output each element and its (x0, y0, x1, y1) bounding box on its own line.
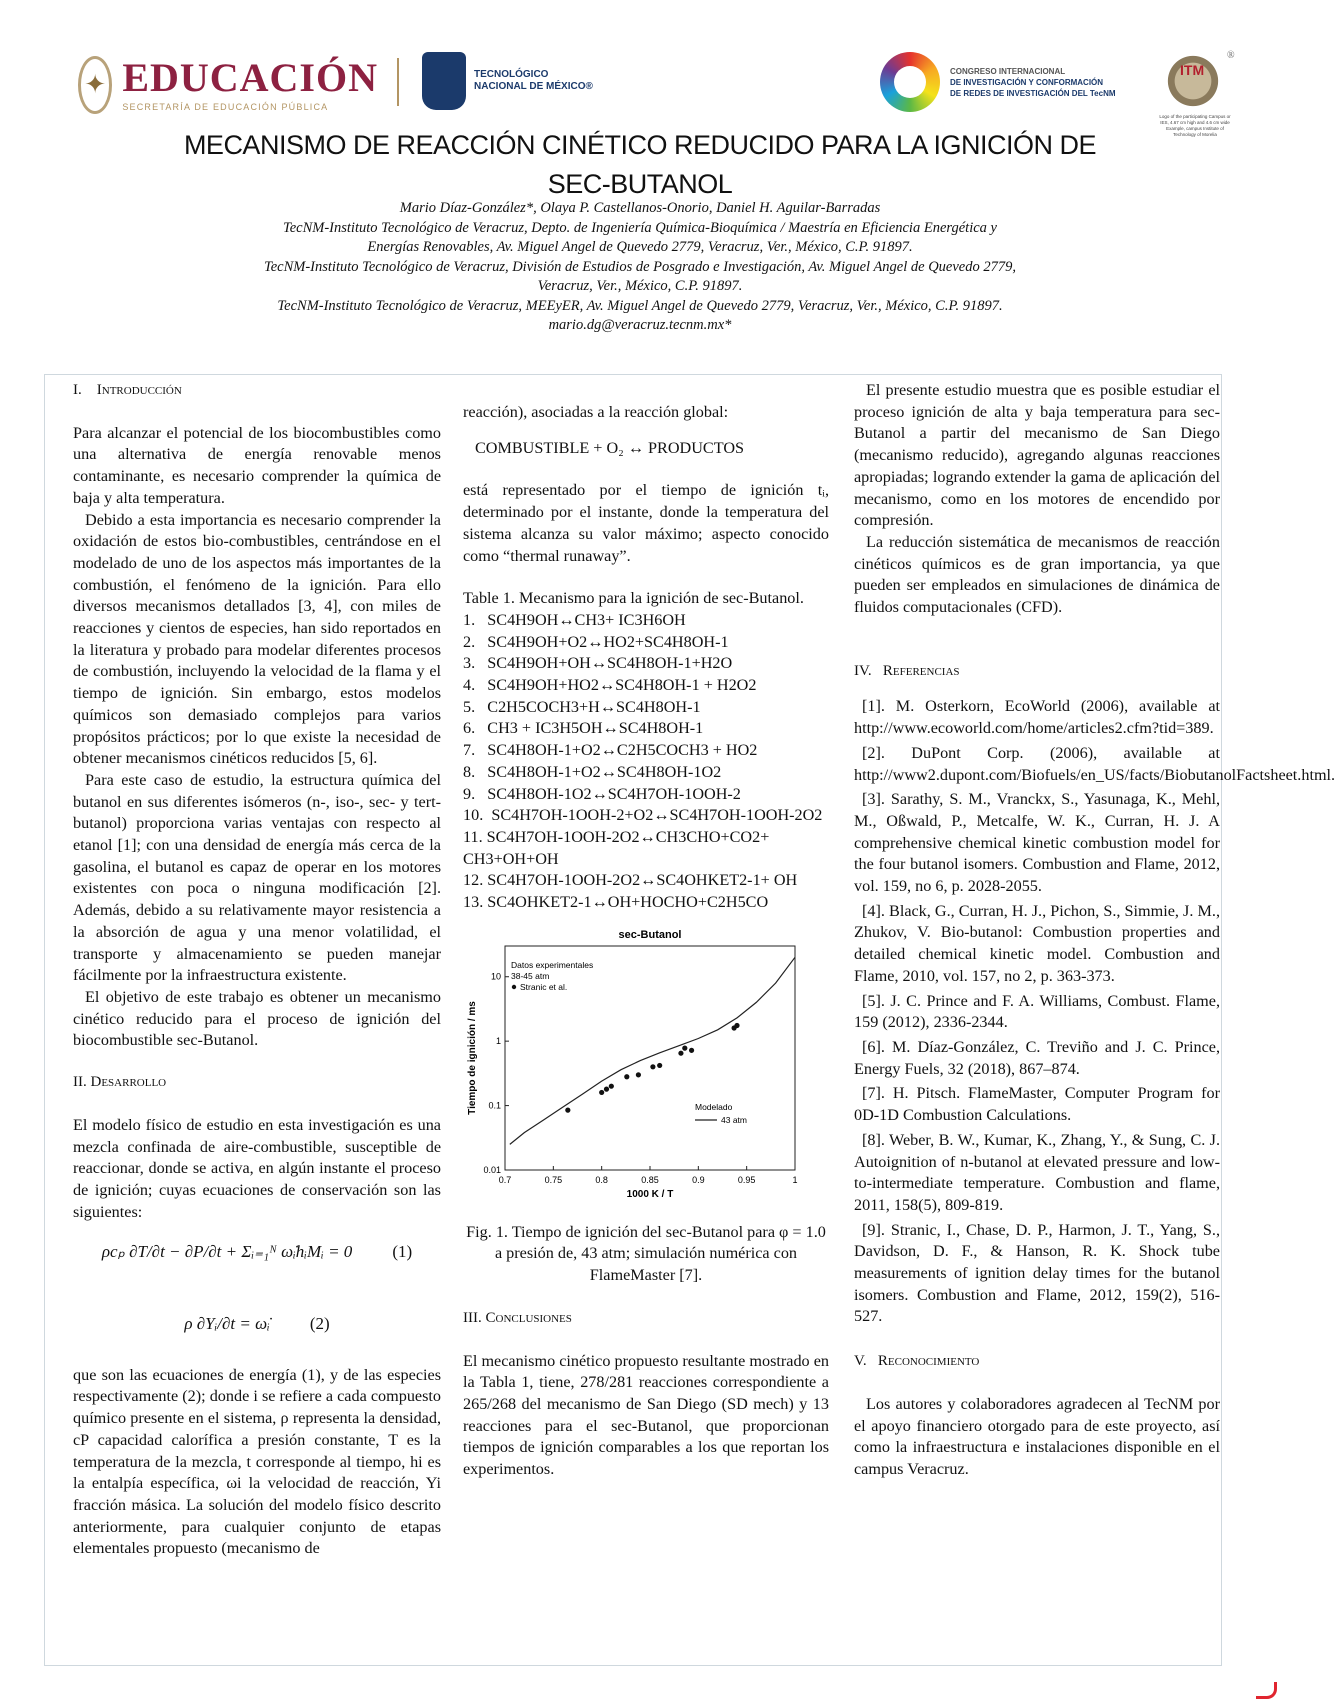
paragraph: Debido a esta importancia es necesario comprender la oxidación de estos bio-combustibles, centrándose en el modelado de uno de los aspectos más importantes de la combustión, el fenómeno de la ignición. Para ello diversos mecanismos detallados [3, 4], con miles de reacciones y cientos de especies, han sido reportados en la literatura y probado para modelar diferentes procesos de combustión, incluyendo la velocidad de la flama y el tiempo de ignición. Sin embargo, estos modelos químicos son demasiado complejos para varios propósitos prácticos; por lo que existe la necesidad de obtener mecanismos cinéticos reducidos [5, 6]. (73, 510, 441, 768)
table-caption: Table 1. Mecanismo para la ignición de sec-Butanol. (463, 589, 804, 608)
data-point (565, 1107, 570, 1112)
data-point (624, 1074, 629, 1079)
affiliation-line: TecNM-Instituto Tecnológico de Veracruz, División de Estudios de Posgrado e Investigación, Av. Miguel Angel de Quevedo 2779, (263, 258, 1016, 275)
data-point (678, 1050, 683, 1055)
y-tick-label: 1 (495, 1035, 501, 1046)
tecnm-logo-line2: NACIONAL DE MÉXICO® (474, 81, 593, 92)
legend-model-series: 43 atm (721, 1114, 747, 1125)
registered-mark: ® (1227, 50, 1235, 61)
x-axis-label: 1000 K / T (626, 1188, 674, 1200)
y-axis-label: Tiempo de ignición / ms (467, 1000, 478, 1115)
data-point (609, 1083, 614, 1088)
paragraph: reacción), asociadas a la reacción global: (463, 403, 729, 421)
x-tick-label: 0.9 (692, 1174, 705, 1185)
reference-item: [7]. H. Pitsch. FlameMaster, Computer Program for 0D-1D Combustion Calculations. (854, 1084, 1220, 1125)
reaction-item: 8. SC4H8OH-1+O2↔SC4H8OH-1O2 (463, 762, 722, 781)
edu-logo-text: EDUCACIÓN (122, 55, 378, 100)
chart-svg (463, 924, 829, 1214)
legend-range: 38-45 atm (511, 970, 550, 981)
legend-marker (512, 985, 516, 989)
data-point (599, 1090, 604, 1095)
poster-title (140, 126, 1140, 204)
data-point (604, 1086, 609, 1091)
data-point (734, 1023, 739, 1028)
mexico-seal-icon: ✦ (78, 56, 112, 114)
column-2 (463, 402, 829, 1481)
paragraph: Para este caso de estudio, la estructura química del butanol en sus diferentes isómeros (n-, iso-, sec- y tert-butanol) proporciona varias ventajas con respecto al etanol [1]; con una densidad de energía más cerca de la gasolina, el butanol es capaz de operar en los motores existentes con poca o ninguna modificación [2]. Además, debido a su relativamente mayor resistencia a la absorción de agua y una menor volatilidad, el transporte y almacenamiento se pueden manejar fácilmente por la infraestructura existente. (73, 770, 441, 985)
section-heading-reconocimiento: V. Reconocimiento (854, 1353, 980, 1370)
reference-item: [6]. M. Díaz-González, C. Treviño and J. C. Prince, Energy Fuels, 32 (2018), 867–874. (854, 1037, 1220, 1078)
title-line2: SEC-BUTANOL (547, 169, 733, 199)
paragraph: Para alcanzar el potencial de los biocombustibles como una alternativa de energía renovable menos contaminante, es necesario comprender la química de baja y alta temperatura. (73, 423, 441, 507)
sep-logo (78, 50, 378, 120)
figure-caption: Fig. 1. Tiempo de ignición del sec-Butanol para φ = 1.0 a presión de, 43 atm; simulación numérica con FlameMaster [7]. (466, 1222, 826, 1285)
section-heading-intro: I. Introducción (73, 382, 182, 398)
reference-item: [3]. Sarathy, S. M., Vranckx, S., Yasunaga, K., Mehl, M., Oßwald, P., Metcalfe, W. K., Curran, H. J. A comprehensive chemical kinetic combustion model for the four butanol isomers. Combustion and Flame, 2012, vol. 159, no 6, p. 2028-2055. (854, 790, 1220, 896)
affiliation-line: TecNM-Instituto Tecnológico de Veracruz, MEEyER, Av. Miguel Angel de Quevedo 2779, Veracruz, Ver., México, C.P. 91897. (277, 297, 1003, 314)
affiliation-line: Veracruz, Ver., México, C.P. 91897. (537, 278, 743, 294)
global-reaction: COMBUSTIBLE + O₂ ↔ PRODUCTOS (475, 438, 745, 457)
section-heading-referencias: IV. Referencias (854, 662, 960, 679)
reaction-item: 11. SC4H7OH-1OOH-2O2↔CH3CHO+CO2+ CH3+OH+OH (463, 827, 770, 868)
congress-ring-icon (880, 52, 940, 112)
paragraph: que son las ecuaciones de energía (1), y de las especies respectivamente (2); donde i se refiere a cada compuesto químico presente en el sistema, ρ representa la densidad, cP capacidad calorífica a presión constante, T es la temperatura de la mezcla, t corresponde al tiempo, hi es la entalpía específica, ωi la velocidad de reacción, Yi fracción másica. La solución del modelo físico descrito anteriormente, para cualquier conjunto de etapas elementales propuesto (mecanismo de (73, 1365, 441, 1558)
legend-model-title: Modelado (695, 1101, 733, 1112)
equation-1: ρcₚ ∂T/∂t − ∂P/∂t + Σᵢ₌₁ᴺ ω̇ᵢhᵢMᵢ = 0 (1) (101, 1242, 413, 1262)
x-tick-label: 0.85 (641, 1174, 659, 1185)
legend-title: Datos experimentales (511, 959, 594, 970)
reaction-item: 1. SC4H9OH↔CH3+ IC3H6OH (463, 610, 686, 629)
author-block (180, 199, 1100, 336)
reference-item: [1]. M. Osterkorn, EcoWorld (2006), available at http://www.ecoworld.com/home/articles2.cfm?tid=389. (854, 697, 1220, 738)
itm-logo (1155, 50, 1235, 138)
equation-2: ρ ∂Yᵢ/∂t = ω̇ᵢ (2) (184, 1314, 330, 1334)
y-tick-label: 0.1 (488, 1100, 501, 1111)
x-tick-label: 0.75 (544, 1174, 563, 1185)
congress-line3: DE REDES DE INVESTIGACIÓN DEL TecNM (950, 88, 1116, 98)
paragraph: La reducción sistemática de mecanismos de reacción cinéticos químicos es de gran importancia, ya que pueden ser empleados en simulaciones de dinámica de fluidos computacionales (CFD). (854, 532, 1220, 617)
paragraph: El presente estudio muestra que es posible estudiar el proceso ignición de alta y baja temperatura para sec-Butanol a partir del mecanismo de San Diego (mecanismo reducido), agregando algunas reacciones apropiadas; logrando extender la gama de aplicación del mecanismo, como en los motores de encendido por compresión. (854, 381, 1220, 530)
affiliation-line: Energías Renovables, Av. Miguel Angel de Quevedo 2779, Veracruz, Ver., México, C.P. 91897. (367, 239, 913, 255)
reaction-item: 7. SC4H8OH-1+O2↔C2H5COCH3 + HO2 (463, 741, 758, 760)
y-tick-label: 0.01 (483, 1164, 501, 1175)
x-tick-label: 0.7 (498, 1174, 512, 1185)
tecnm-logo (422, 52, 593, 110)
reference-item: [5]. J. C. Prince and F. A. Williams, Combust. Flame, 159 (2012), 2336-2344. (854, 991, 1220, 1032)
reaction-item: 3. SC4H9OH+OH↔SC4H8OH-1+H2O (463, 654, 733, 673)
data-point (636, 1072, 641, 1077)
reference-item: [9]. Stranic, I., Chase, D. P., Harmon, J. T., Yang, S., Davidson, D. F., & Hanson, R. K. Shock tube measurements of ignition delay times for the butanol isomers. Combustion and Flame, 2012, 159(2), 516-527. (854, 1220, 1220, 1326)
title-line1: MECANISMO DE REACCIÓN CINÉTICO REDUCIDO PARA LA IGNICIÓN DE (183, 130, 1097, 160)
x-tick-label: 0.8 (595, 1174, 608, 1185)
data-point (689, 1048, 694, 1053)
reaction-item: 13. SC4OHKET2-1↔OH+HOCHO+C2H5CO (463, 893, 769, 912)
reaction-item: 2. SC4H9OH+O2↔HO2+SC4H8OH-1 (463, 632, 729, 651)
reaction-item: 10. SC4H7OH-1OOH-2+O2↔SC4H7OH-1OOH-2O2 (463, 806, 823, 825)
data-point (657, 1063, 662, 1068)
x-tick-label: 1 (792, 1174, 798, 1185)
reaction-item: 6. CH3 + IC3H5OH↔SC4H8OH-1 (463, 719, 704, 738)
affiliation-line: TecNM-Instituto Tecnológico de Veracruz, Depto. de Ingeniería Química-Bioquímica / Maestría en Eficiencia Energética y (283, 219, 997, 236)
reference-list (854, 696, 1335, 1328)
corner-mark (1256, 1682, 1277, 1699)
data-point (682, 1045, 687, 1050)
reference-item: [8]. Weber, B. W., Kumar, K., Zhang, Y., & Sung, C. J. Autoignition of n-butanol at elevated pressure and low-to-intermediate temperature. Combustion and flame, 2011, 158(5), 809-819. (854, 1130, 1220, 1214)
edu-logo-subtitle: SECRETARÍA DE EDUCACIÓN PÚBLICA (122, 102, 329, 112)
reaction-item: 12. SC4H7OH-1OOH-2O2↔SC4OHKET2-1+ OH (463, 871, 798, 890)
y-tick-label: 10 (490, 971, 501, 982)
column-1 (73, 380, 441, 1560)
reaction-list (463, 610, 829, 914)
tecnm-eagle-icon (422, 52, 466, 110)
congress-line1: CONGRESO INTERNACIONAL (950, 66, 1066, 76)
poster-header (0, 0, 1280, 360)
reaction-item: 5. C2H5COCH3+H↔SC4H8OH-1 (463, 697, 701, 716)
data-point (650, 1064, 655, 1069)
tecnm-logo-line1: TECNOLÓGICO (474, 69, 549, 80)
congress-logo (880, 52, 1116, 112)
section-heading-conclusiones: III. Conclusiones (463, 1309, 572, 1326)
itm-emblem-icon: ITM (1160, 50, 1226, 112)
chart-title: sec-Butanol (618, 928, 682, 941)
reaction-item: 4. SC4H9OH+HO2↔SC4H8OH-1 + H2O2 (463, 676, 757, 695)
ignition-chart (463, 924, 829, 1214)
reference-item: [4]. Black, G., Curran, H. J., Pichon, S., Simmie, J. M., Zhukov, V. Bio-butanol: Combustion properties and detailed chemical kinetic model. Combustion and Flame, 2010, vol. 157, no 2, p. 363-373. (854, 901, 1220, 985)
itm-logo-caption: Logo of the participating Campus or IES, 4.67 cm high and 4.6 cm wide Example, campus Institute of Technology of Morelia (1159, 114, 1231, 137)
column-3 (854, 380, 1335, 1481)
paragraph: El objetivo de este trabajo es obtener un mecanismo cinético reducido para el proceso de ignición del biocombustible sec-Butanol. (73, 987, 441, 1050)
paragraph: Los autores y colaboradores agradecen al TecNM por el apoyo financiero otorgado para de este proyecto, así como la infraestructura e instalaciones disponible en el campus Veracruz. (854, 1394, 1220, 1478)
contact-email[interactable]: mario.dg@veracruz.tecnm.mx* (548, 317, 732, 333)
legend-series: Stranic et al. (520, 981, 568, 992)
paragraph: está representado por el tiempo de ignición tᵢ, determinado por el instante, donde la temperatura del sistema alcanza su valor máximo; aspecto conocido como “thermal runaway”. (463, 481, 829, 565)
x-tick-label: 0.95 (737, 1174, 756, 1185)
section-heading-desarrollo: II. Desarrollo (73, 1074, 167, 1091)
reference-item: [2]. DuPont Corp. (2006), available at http://www2.dupont.com/Biofuels/en_US/facts/BiobutanolFactsheet.html. (854, 743, 1335, 784)
author-names: Mario Díaz-González*, Olaya P. Castellanos-Onorio, Daniel H. Aguilar-Barradas (399, 200, 881, 216)
reaction-item: 9. SC4H8OH-1O2↔SC4H7OH-1OOH-2 (463, 784, 741, 803)
logo-divider (397, 58, 399, 106)
paragraph: El modelo físico de estudio en esta investigación es una mezcla confinada de aire-combustible, susceptible de reaccionar, donde se activa, en algún instante el proceso de ignición; cuyas ecuaciones de conservación son las siguientes: (73, 1115, 441, 1221)
congress-line2: DE INVESTIGACIÓN Y CONFORMACIÓN (950, 77, 1104, 87)
paragraph: El mecanismo cinético propuesto resultante mostrado en la Tabla 1, tiene, 278/281 reacciones correspondiente a 265/268 del mecanismo de San Diego (SD mech) y 13 reacciones para el sec-Butanol, que proporcionan tiempos de ignición comparables a los que reportan los experimentos. (463, 1351, 829, 1479)
